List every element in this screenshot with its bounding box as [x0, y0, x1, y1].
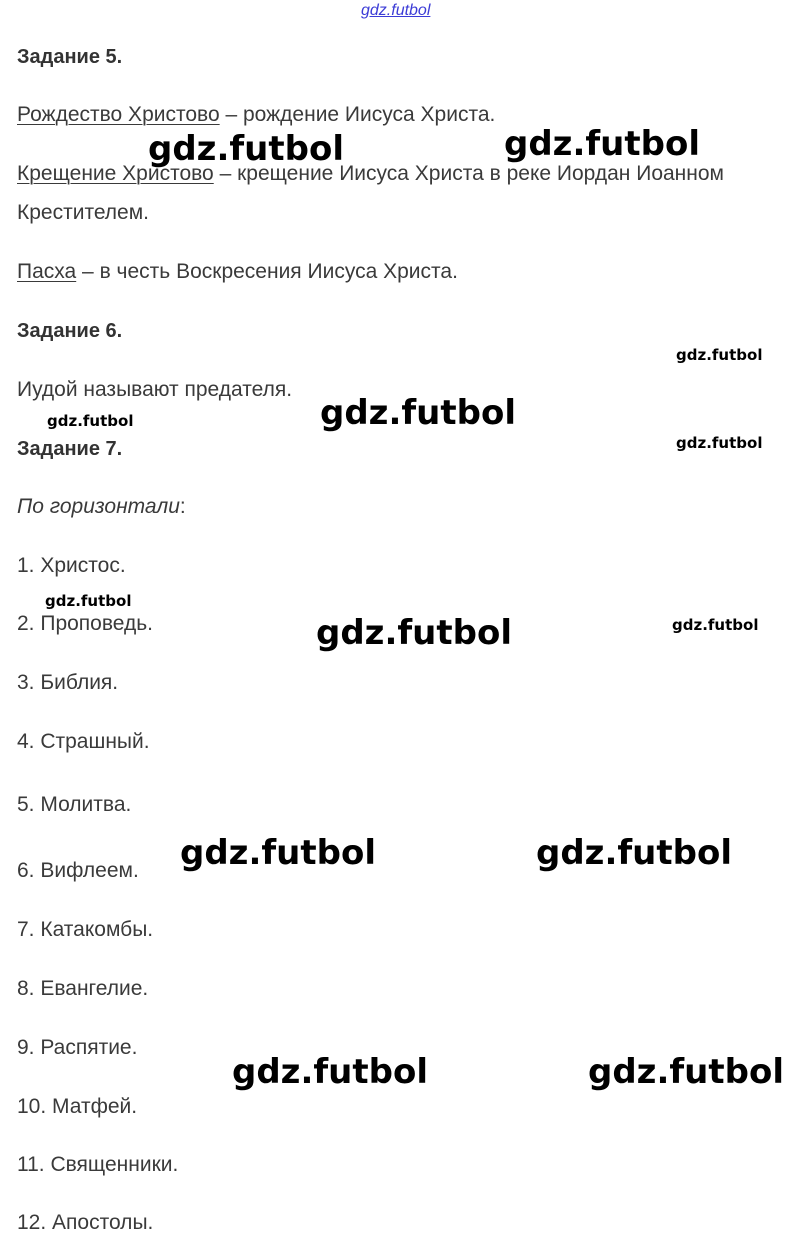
task7-subheading-colon: :: [179, 495, 186, 518]
watermark-text: gdz.futbol: [588, 1052, 784, 1092]
task5-item-2-definition: – крещение Иисуса Христа в реке Иордан Иоанном: [213, 162, 724, 185]
task5-item-3: [17, 259, 458, 285]
watermark-text: gdz.futbol: [320, 393, 516, 433]
task5-item-1: [17, 102, 495, 128]
answer-item-9: 9. Распятие.: [17, 1036, 138, 1059]
answer-item-1: 1. Христос.: [17, 554, 126, 577]
task5-item-1-definition: – рождение Иисуса Христа.: [219, 103, 496, 126]
task5-item-2: [17, 161, 724, 187]
task7-heading: Задание 7.: [17, 438, 123, 460]
answer-item-2: 2. Проповедь.: [17, 612, 154, 635]
watermark-text: gdz.futbol: [672, 616, 759, 634]
task5-heading: Задание 5.: [17, 46, 123, 68]
task6-answer: Иудой называют предателя.: [17, 378, 293, 401]
task6-heading: Задание 6.: [17, 320, 123, 342]
answer-item-5: 5. Молитва.: [17, 793, 132, 816]
answer-item-3: 3. Библия.: [17, 671, 119, 694]
answer-item-7: 7. Катакомбы.: [17, 918, 154, 941]
answer-item-4: 4. Страшный.: [17, 730, 150, 753]
watermark-text: gdz.futbol: [504, 124, 700, 164]
answer-item-12: 12. Апостолы.: [17, 1211, 154, 1234]
answer-item-11: 11. Священники.: [17, 1153, 179, 1176]
watermark-text: gdz.futbol: [676, 346, 763, 364]
watermark-top-link[interactable]: gdz.futbol: [361, 2, 431, 19]
task5-item-2-term: Крещение Христово: [17, 162, 214, 185]
watermark-text: gdz.futbol: [180, 833, 376, 873]
answer-item-8: 8. Евангелие.: [17, 977, 149, 1000]
watermark-text: gdz.futbol: [676, 434, 763, 452]
task7-subheading: [17, 494, 186, 520]
task5-item-2-continuation: Крестителем.: [17, 201, 150, 224]
watermark-text: gdz.futbol: [232, 1052, 428, 1092]
answer-item-6: 6. Вифлеем.: [17, 859, 139, 882]
watermark-text: gdz.futbol: [45, 592, 132, 610]
watermark-text: gdz.futbol: [47, 412, 134, 430]
watermark-text: gdz.futbol: [316, 613, 512, 653]
watermark-text: gdz.futbol: [536, 833, 732, 873]
task5-item-3-term: Пасха: [17, 260, 77, 283]
task7-subheading-text: По горизонтали: [17, 495, 180, 518]
answer-item-10: 10. Матфей.: [17, 1095, 138, 1118]
watermark-text: gdz.futbol: [148, 129, 344, 169]
task5-item-3-definition: – в честь Воскресения Иисуса Христа.: [76, 260, 458, 283]
task5-item-1-term: Рождество Христово: [17, 103, 220, 126]
